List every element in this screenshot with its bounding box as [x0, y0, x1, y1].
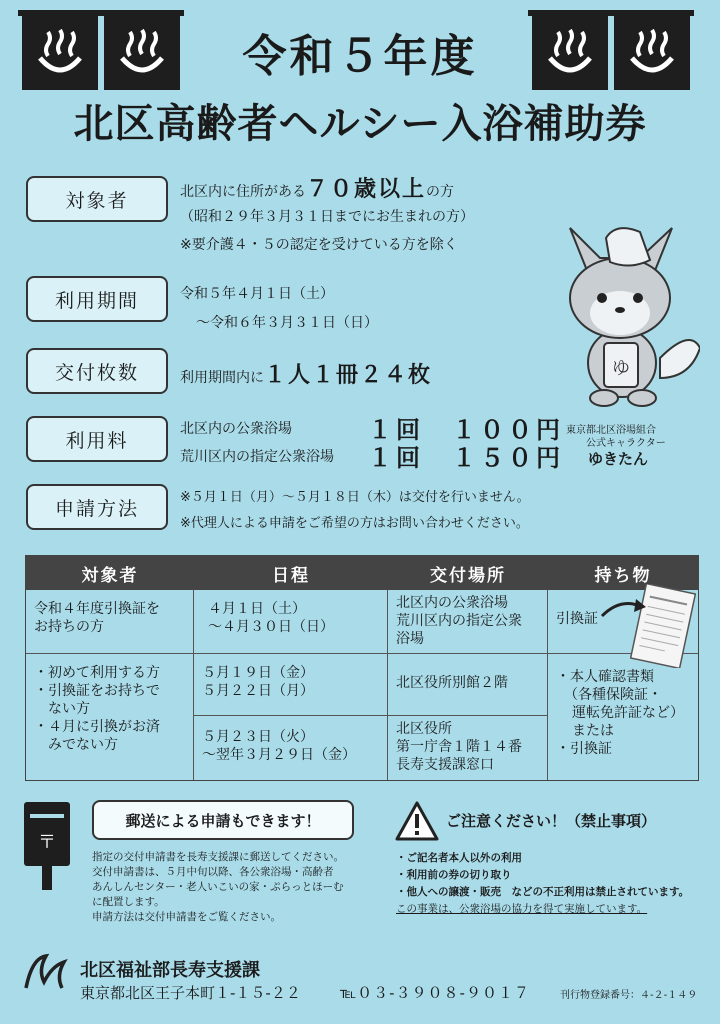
- label-apply: 申請方法: [26, 484, 168, 530]
- caution-item-1: ・ご記名者本人以外の利用: [396, 852, 522, 864]
- row2-items: [548, 654, 698, 780]
- arrow-icon: [600, 596, 648, 620]
- row2-items-line5: ・引換証: [556, 741, 612, 757]
- apply-note-closed: ※５月１日（月）～５月１８日（木）は交付を行いません。: [180, 490, 530, 505]
- kita-ward-logo-icon: [22, 952, 68, 992]
- caution-item-3: ・他人への譲渡・販売 などの不正利用は禁止されています。: [396, 886, 690, 898]
- row2-items-line2: （各種保険証・: [564, 687, 662, 703]
- table-header-items: 持ち物: [548, 556, 698, 590]
- postbox-mark: 〒: [38, 832, 56, 853]
- row2-items-line1: ・本人確認書類: [556, 669, 654, 685]
- footer: [0, 936, 720, 1024]
- mail-body: [92, 850, 344, 925]
- table-header-place: 交付場所: [388, 556, 548, 590]
- warning-icon: [394, 800, 440, 842]
- page-title-year: 令和５年度: [242, 31, 478, 82]
- row2a-schedule: [194, 654, 388, 716]
- row2b-schedule-line1: ５月２３日（火）: [202, 729, 314, 745]
- fee-place-kita: 北区内の公衆浴場: [180, 421, 292, 437]
- eligibility-age: ７０歳以上: [306, 177, 427, 202]
- eligibility-prefix: 北区内に住所がある: [180, 184, 306, 200]
- row1-target-line1: 令和４年度引換証を: [34, 601, 160, 617]
- application-table: [25, 555, 699, 781]
- label-period: 利用期間: [26, 276, 168, 322]
- apply-note-proxy: ※代理人による申請をご希望の方はお問い合わせください。: [180, 516, 529, 531]
- row1-target: [26, 590, 194, 654]
- row2b-schedule: [194, 716, 388, 780]
- fee-place-arakawa: 荒川区内の指定公衆浴場: [180, 449, 334, 465]
- mail-body-line3: あんしんセンター・老人いこいの家・ぷらっとほーむ: [92, 881, 344, 893]
- row1-schedule-start: ４月１日（土）: [208, 601, 306, 617]
- footer-tel: ℡０３-３９０８-９０１７: [340, 984, 530, 1002]
- row2-target: [26, 654, 194, 780]
- count-emphasis: １人１冊２４枚: [264, 363, 433, 388]
- row1-target-line2: お持ちの方: [34, 619, 104, 635]
- row2a-schedule-line2: ５月２２日（月）: [202, 683, 314, 699]
- row1-items-text: 引換証: [556, 611, 598, 627]
- caution-item-2: ・利用前の券の切り取り: [396, 869, 512, 881]
- mascot-yukitan-illustration: [560, 208, 700, 418]
- label-fee: 利用料: [26, 416, 168, 462]
- mail-body-line5: 申請方法は交付申請書をご覧ください。: [92, 911, 281, 923]
- row2a-place: [388, 654, 548, 716]
- table-header-target: 対象者: [26, 556, 194, 590]
- footer-registration: 刊行物登録番号：４-２-１４９: [560, 990, 698, 1001]
- mascot-org: 東京都北区浴場組合: [566, 425, 656, 436]
- row2-target-line3: ない方: [34, 701, 90, 717]
- row2a-schedule-line1: ５月１９日（金）: [202, 665, 314, 681]
- mail-body-line4: に配置します。: [92, 896, 165, 908]
- row1-schedule-end: ～４月３０日（日）: [208, 619, 334, 635]
- row2b-place-line3: 長寿支援課窓口: [396, 757, 494, 773]
- fee-price-arakawa: １回 １５０円: [368, 444, 564, 472]
- row2b-place: [388, 716, 548, 780]
- mascot-role: 公式キャラクター: [586, 438, 666, 449]
- eligibility-line1: [180, 172, 454, 203]
- footer-dept: 北区福祉部長寿支援課: [80, 960, 260, 981]
- count-prefix: 利用期間内に: [180, 370, 264, 386]
- footer-address: 東京都北区王子本町１-１５-２２: [80, 984, 301, 1002]
- row2-target-line4: ・４月に引換がお済: [34, 719, 160, 735]
- fee-price-kita: １回 １００円: [368, 416, 564, 444]
- label-count: 交付枚数: [26, 348, 168, 394]
- mail-body-line1: 指定の交付申請書を長寿支援課に郵送してください。: [92, 851, 344, 863]
- mail-apply-bubble: 郵送による申請もできます！: [92, 800, 354, 840]
- row1-place: [388, 590, 548, 654]
- row1-schedule: [194, 590, 388, 654]
- row2b-place-line2: 第一庁舎１階１４番: [396, 739, 522, 755]
- mail-body-line2: 交付申請書は、５月中旬以降、各公衆浴場・高齢者: [92, 866, 334, 878]
- row2a-place-text: 北区役所別館２階: [396, 675, 508, 691]
- period-start: 令和５年４月１日（土）: [180, 286, 334, 302]
- label-eligibility: 対象者: [26, 176, 168, 222]
- row2b-place-line1: 北区役所: [396, 721, 452, 737]
- caution-title: ご注意ください！（禁止事項）: [446, 812, 657, 830]
- row1-place-line2: 荒川区内の指定公衆: [396, 613, 522, 629]
- row2-target-line5: みでない方: [34, 737, 118, 753]
- row2-target-line1: ・初めて利用する方: [34, 665, 160, 681]
- eligibility-birthdate: （昭和２９年３月３１日までにお生まれの方）: [180, 209, 474, 225]
- period-end: ～令和６年３月３１日（日）: [196, 315, 378, 331]
- row1-place-line1: 北区内の公衆浴場: [396, 595, 508, 611]
- caution-list: [396, 850, 689, 901]
- page-title: 北区高齢者ヘルシー入浴補助券: [73, 101, 647, 147]
- row2-items-line3: 運転免許証など）: [572, 705, 684, 721]
- eligibility-exclusion: ※要介護４・５の認定を受けている方を除く: [180, 237, 458, 253]
- postbox-icon: [22, 800, 72, 892]
- count-text: [180, 358, 432, 389]
- mascot-apron-mark: ゆ: [612, 358, 630, 379]
- row2-items-line4: または: [572, 723, 614, 739]
- eligibility-suffix: の方: [426, 184, 455, 200]
- caution-note: この事業は、公衆浴場の協力を得て実施しています。: [396, 903, 648, 915]
- row2b-schedule-line2: ～翌年３月２９日（金）: [202, 747, 356, 763]
- mascot-name: ゆきたん: [588, 450, 649, 468]
- table-header-schedule: 日程: [194, 556, 388, 590]
- row1-place-line3: 浴場: [396, 631, 424, 647]
- row2-target-line2: ・引換証をお持ちで: [34, 683, 160, 699]
